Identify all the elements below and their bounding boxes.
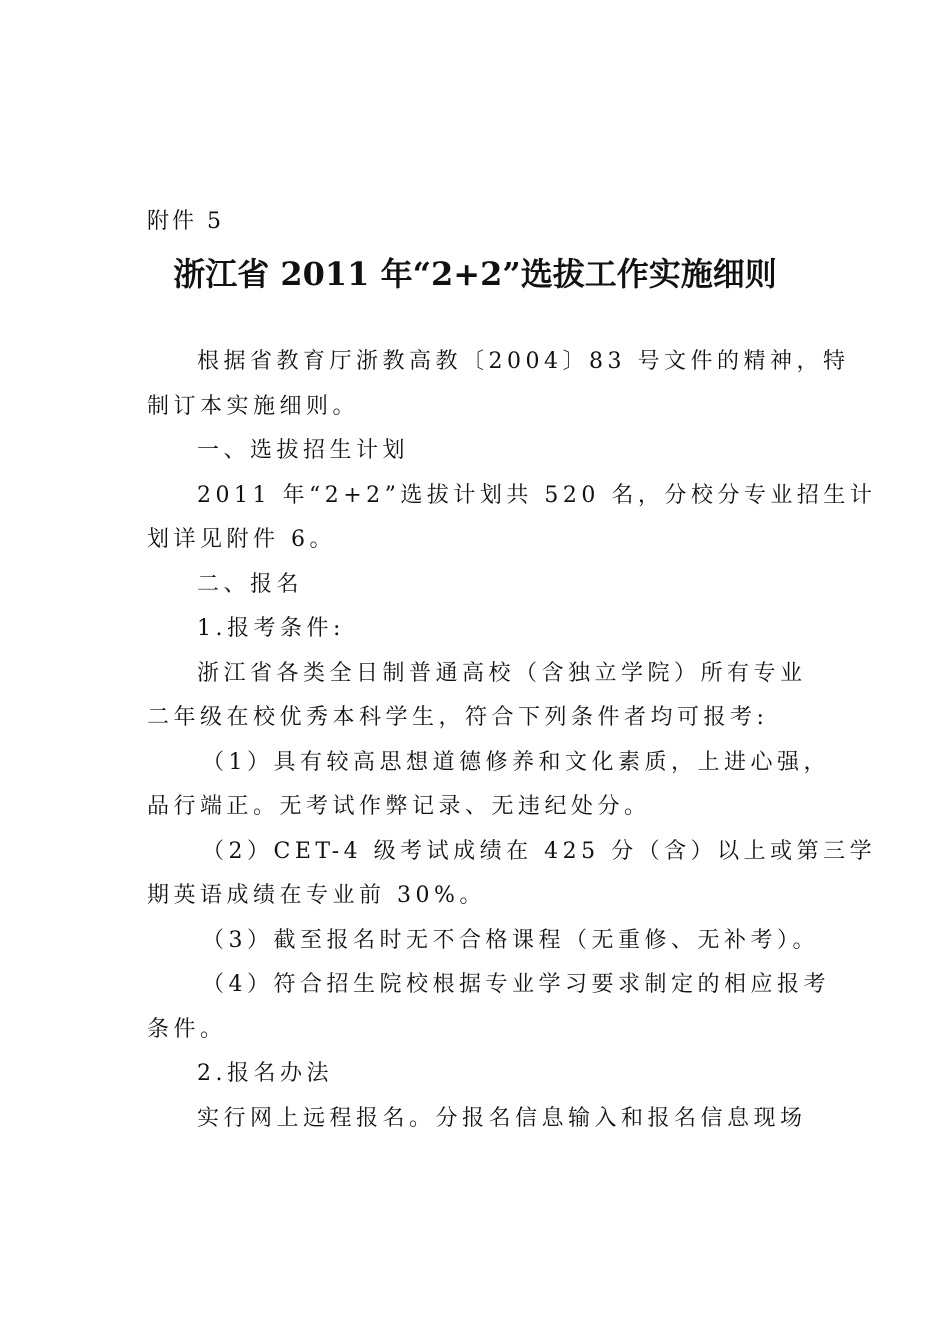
condition-item: （3）截至报名时无不合格课程（无重修、无补考）。 [202, 927, 819, 953]
document-title: 浙江省 2011 年“2+2”选拔工作实施细则 [173, 255, 777, 293]
attachment-label: 附件 5 [147, 209, 224, 234]
document-body [147, 340, 877, 1141]
body-line: 2011 年“2+2”选拔计划共 520 名，分校分专业招生计 [197, 482, 877, 508]
body-line: 实行网上远程报名。分报名信息输入和报名信息现场 [197, 1105, 807, 1131]
condition-item: （1）具有较高思想道德修养和文化素质，上进心强， [202, 749, 830, 775]
body-line: 二年级在校优秀本科学生，符合下列条件者均可报考: [147, 705, 769, 730]
body-line: 品行端正。无考试作弊记录、无违纪处分。 [147, 794, 651, 819]
body-line: 制订本实施细则。 [147, 393, 360, 419]
section-heading: 一、选拔招生计划 [197, 438, 410, 463]
condition-item: （2）CET-4 级考试成绩在 425 分（含）以上或第三学 [202, 838, 877, 864]
body-line: 期英语成绩在专业前 30%。 [147, 883, 486, 908]
body-line: 根据省教育厅浙教高教〔2004〕83 号文件的精神，特 [197, 349, 850, 374]
subsection-heading: 1.报考条件: [197, 616, 345, 641]
subsection-heading: 2.报名办法 [197, 1061, 333, 1086]
condition-item: （4）符合招生院校根据专业学习要求制定的相应报考 [202, 972, 830, 997]
body-line: 划详见附件 6。 [147, 527, 336, 552]
section-heading: 二、报名 [197, 571, 304, 597]
body-line: 浙江省各类全日制普通高校（含独立学院）所有专业 [197, 660, 807, 686]
body-line: 条件。 [147, 1016, 227, 1042]
